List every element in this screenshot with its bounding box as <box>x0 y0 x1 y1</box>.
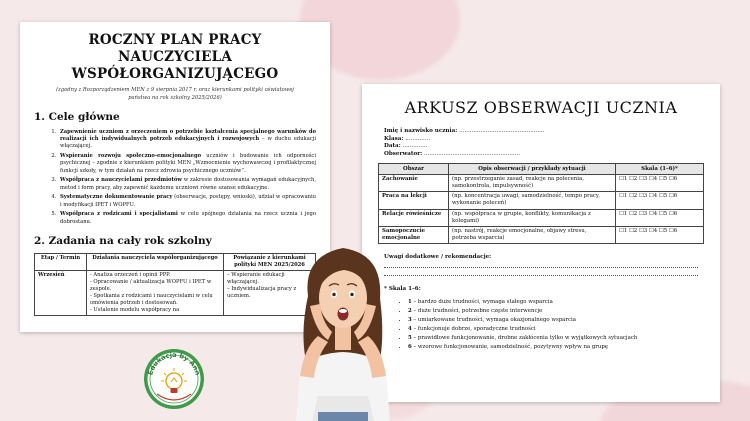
table-header: Etap / Termin <box>35 253 87 270</box>
scale-heading: * Skala 1–6: <box>384 286 421 293</box>
scale-item: • 2 – duże trudności, potrzebne częste interwencje <box>408 307 704 316</box>
goal-item: 4. Systematyczne dokumentowanie pracy (obserwacje, postępy, wnioski), udział w opracowaniu i modyfikacji IPET i WOPFU. <box>58 194 316 208</box>
goal-item: 1. Zapewnienie uczniom z orzeczeniem o potrzebie kształcenia specjalnego warunków do realizacji ich indywidualnych potrzeb edukacyjnych i rozwojowych – w duchu edukacji włączającej. <box>58 129 316 151</box>
scale-item: • 5 – prawidłowe funkcjonowanie, drobne zakłócenia tylko w wyjątkowych sytuacjach <box>408 334 704 343</box>
svg-text:Edukacja by Ann: Edukacja by Ann <box>146 350 202 377</box>
remarks-line <box>384 275 698 276</box>
row-scale-checkboxes: ☐1 ☐2 ☐3 ☐4 ☐5 ☐6 <box>616 192 704 209</box>
table-header: Skala (1–6)* <box>616 164 704 174</box>
row-area: Praca na lekcji <box>379 192 449 209</box>
table-cell-links: – Wspieranie edukacji włączającej. – Indywidualizacja pracy z uczniem. <box>224 270 316 315</box>
row-description: (np. koncentracja uwagi, samodzielność, tempo pracy, wykonanie poleceń) <box>449 192 616 209</box>
row-area: Zachowanie <box>379 174 449 191</box>
table-header: Powiązanie z kierunkami polityki MEN 2025/2026 <box>224 253 316 270</box>
table-row <box>379 209 704 226</box>
row-description: (np. nastrój, reakcje emocjonalne, objawy stresu, potrzeba wsparcia) <box>449 226 616 243</box>
observation-sheet-document <box>362 84 720 402</box>
section-goals-heading: 1. Cele główne <box>34 111 120 123</box>
table-row <box>379 226 704 243</box>
row-area: Samopoczucie emocjonalne <box>379 226 449 243</box>
field-class: Klasa: .............. <box>384 135 431 142</box>
row-description: (np. przestrzeganie zasad, reakcje na polecenia, samokontrola, impulsywność) <box>449 174 616 191</box>
row-scale-checkboxes: ☐1 ☐2 ☐3 ☐4 ☐5 ☐6 <box>616 209 704 226</box>
remarks-label: Uwagi dodatkowe / rekomendacje: <box>384 254 492 261</box>
surprised-woman-image <box>288 236 398 421</box>
table-row <box>379 174 704 191</box>
row-description: (np. współpraca w grupie, konflikty, komunikacja z kolegami) <box>449 209 616 226</box>
scale-item: • 4 – funkcjonuje dobrze, sporadyczne trudności <box>408 325 704 334</box>
annual-plan-document <box>20 22 330 332</box>
remarks-line <box>384 267 698 268</box>
table-header: Obszar <box>379 164 449 174</box>
table-header: Opis obserwacji / przykłady sytuacji <box>449 164 616 174</box>
goal-item: 3. Współpraca z nauczycielami przedmiotów w zakresie dostosowania wymagań edukacyjnych, metod i form pracy, aby zapewnić każdemu uczniowi równe szanse edukacyjne. <box>58 177 316 191</box>
scale-item: • 6 – wzorowe funkcjonowanie, samodzielność, pozytywny wpływ na grupę <box>408 343 704 352</box>
section-tasks-heading: 2. Zadania na cały rok szkolny <box>34 234 212 247</box>
field-date: Data: .............. <box>384 143 428 150</box>
table-cell-actions: - Analiza orzeczeń i opinii PPP. - Opracowanie / aktualizacja WOPFU i IPET w zespole. - Spotkania z rodzicami i nauczycielami w celu omówienia potrzeb i dostosowań. - Ustalenie modelu współpracy na <box>87 270 224 315</box>
row-scale-checkboxes: ☐1 ☐2 ☐3 ☐4 ☐5 ☐6 <box>616 174 704 191</box>
field-observer: Obserwator: ...................................................... <box>384 150 521 157</box>
table-cell-term: Wrzesień <box>35 270 87 315</box>
plan-subtitle: (zgodny z Rozporządzeniem MEN z 9 sierpnia 2017 r. oraz kierunkami polityki oświatowej państwa na rok szkolny 2025/2026) <box>56 87 294 101</box>
table-header: Działania nauczyciela współorganizującego <box>87 253 224 270</box>
observation-table <box>378 163 704 244</box>
edukacja-by-ann-logo <box>143 348 205 410</box>
sheet-title: ARKUSZ OBSERWACJI UCZNIA <box>404 98 678 117</box>
goal-item: 2. Wspieranie rozwoju społeczno-emocjonalnego uczniów i budowanie ich odporności psychicznej – zgodnie z kierunkiem polityki MEN „Wzmocnienie wychowawczej i profilaktycznej funkcji szkoły, w tym działań na rzecz zdrowia psychicznego uczniów”. <box>58 153 316 175</box>
plan-title: ROCZNY PLAN PRACY NAUCZYCIELA WSPÓŁORGANIZUJĄCEGO <box>71 32 279 82</box>
field-student-name: Imię i nazwisko ucznia: ................................................ <box>384 128 545 134</box>
table-row <box>379 192 704 209</box>
table-row <box>35 270 316 315</box>
scale-legend <box>378 298 704 352</box>
student-fields <box>378 128 704 158</box>
tasks-table <box>34 253 316 316</box>
goal-item: 5. Współpraca z rodzicami i specjalistami w celu spójnego działania na rzecz ucznia i jego dobrostanu. <box>58 211 316 225</box>
row-area: Relacje rówieśnicze <box>379 209 449 226</box>
scale-item: • 3 – umiarkowane trudności, wymaga okazjonalnego wsparcia <box>408 316 704 325</box>
row-scale-checkboxes: ☐1 ☐2 ☐3 ☐4 ☐5 ☐6 <box>616 226 704 243</box>
scale-item: • 1 – bardzo duże trudności, wymaga stałego wsparcia <box>408 298 704 307</box>
goals-list <box>34 129 316 226</box>
